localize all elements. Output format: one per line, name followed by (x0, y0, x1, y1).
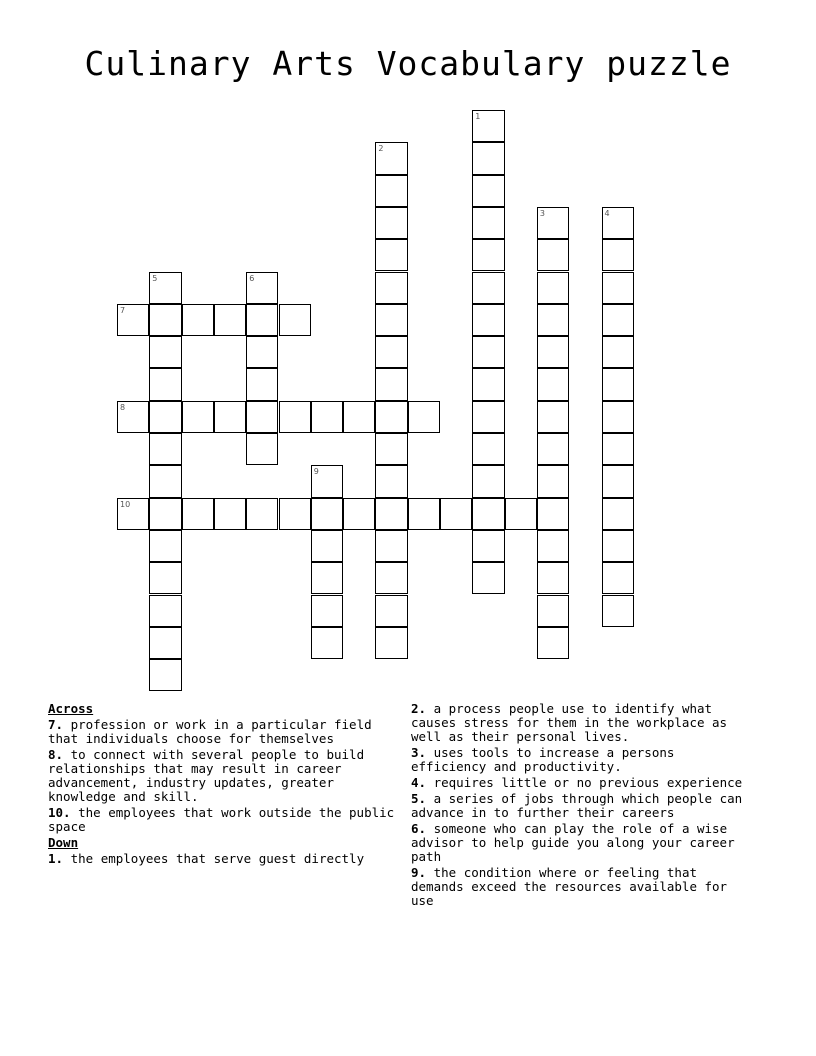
grid-cell[interactable] (472, 433, 504, 465)
grid-cell[interactable] (182, 304, 214, 336)
grid-cell[interactable] (472, 175, 504, 207)
grid-cell[interactable] (375, 272, 407, 304)
grid-cell[interactable] (602, 368, 634, 400)
grid-cell[interactable] (214, 498, 246, 530)
grid-cell[interactable] (375, 336, 407, 368)
cell-number: 3 (539, 208, 545, 218)
grid-cell[interactable] (149, 401, 181, 433)
grid-cell[interactable] (149, 304, 181, 336)
grid-cell[interactable] (537, 498, 569, 530)
grid-cell[interactable] (246, 368, 278, 400)
cell-number: 8 (120, 402, 126, 412)
grid-cell[interactable] (311, 498, 343, 530)
grid-cell[interactable] (537, 627, 569, 659)
grid-cell[interactable] (602, 401, 634, 433)
grid-cell[interactable] (375, 562, 407, 594)
grid-cell[interactable] (472, 110, 504, 142)
grid-cell[interactable] (408, 401, 440, 433)
grid-cell[interactable] (311, 595, 343, 627)
grid-cell[interactable] (149, 272, 181, 304)
grid-cell[interactable] (537, 433, 569, 465)
grid-cell[interactable] (375, 530, 407, 562)
grid-cell[interactable] (149, 498, 181, 530)
grid-cell[interactable] (537, 304, 569, 336)
grid-cell[interactable] (311, 627, 343, 659)
grid-cell[interactable] (375, 627, 407, 659)
puzzle-title: Culinary Arts Vocabulary puzzle (84, 44, 732, 83)
grid-cell[interactable] (537, 207, 569, 239)
grid-cell[interactable] (149, 530, 181, 562)
grid-cell[interactable] (537, 336, 569, 368)
clue-across-10: 10. the employees that work outside the public space (48, 805, 395, 834)
grid-cell[interactable] (537, 595, 569, 627)
grid-cell[interactable] (472, 368, 504, 400)
clue-down-3: 3. uses tools to increase a persons efficiency and productivity. (411, 745, 675, 774)
grid-cell[interactable] (149, 433, 181, 465)
grid-cell[interactable] (117, 304, 149, 336)
grid-cell[interactable] (472, 239, 504, 271)
grid-cell[interactable] (602, 465, 634, 497)
clue-down-9: 9. the condition where or feeling that demands exceed the resources available for use (411, 865, 728, 908)
grid-cell[interactable] (182, 498, 214, 530)
cell-number: 10 (120, 499, 131, 509)
grid-cell[interactable] (472, 465, 504, 497)
grid-cell[interactable] (279, 498, 311, 530)
grid-cell[interactable] (537, 401, 569, 433)
grid-cell[interactable] (117, 498, 149, 530)
grid-cell[interactable] (182, 401, 214, 433)
grid-cell[interactable] (537, 239, 569, 271)
grid-cell[interactable] (375, 207, 407, 239)
cell-number: 7 (120, 305, 126, 315)
grid-cell[interactable] (375, 142, 407, 174)
grid-cell[interactable] (246, 304, 278, 336)
grid-cell[interactable] (149, 368, 181, 400)
grid-cell[interactable] (472, 562, 504, 594)
grid-cell[interactable] (246, 498, 278, 530)
grid-cell[interactable] (537, 530, 569, 562)
grid-cell[interactable] (149, 627, 181, 659)
grid-cell[interactable] (602, 530, 634, 562)
grid-cell[interactable] (602, 498, 634, 530)
grid-cell[interactable] (602, 562, 634, 594)
grid-cell[interactable] (375, 368, 407, 400)
grid-cell[interactable] (375, 175, 407, 207)
across-heading: Across (48, 701, 94, 716)
clue-across-7: 7. profession or work in a particular field that individuals choose for themselves (48, 717, 372, 746)
grid-cell[interactable] (343, 498, 375, 530)
cell-number: 9 (313, 467, 319, 477)
grid-cell[interactable] (149, 562, 181, 594)
down-heading: Down (48, 835, 79, 850)
grid-cell[interactable] (602, 272, 634, 304)
clue-down-4: 4. requires little or no previous experience (411, 775, 743, 790)
grid-cell[interactable] (472, 272, 504, 304)
grid-cell[interactable] (214, 304, 246, 336)
grid-cell[interactable] (149, 595, 181, 627)
grid-cell[interactable] (149, 336, 181, 368)
cell-number: 5 (152, 273, 158, 283)
grid-cell[interactable] (537, 272, 569, 304)
grid-cell[interactable] (214, 401, 246, 433)
grid-cell[interactable] (375, 433, 407, 465)
grid-cell[interactable] (246, 433, 278, 465)
clue-across-8: 8. to connect with several people to build relationships that may result in career advancement, industry updates, greater knowledge and skill. (48, 747, 365, 804)
cell-number: 2 (378, 144, 384, 154)
cell-number: 4 (604, 208, 610, 218)
grid-cell[interactable] (279, 304, 311, 336)
grid-cell[interactable] (472, 336, 504, 368)
grid-cell[interactable] (472, 530, 504, 562)
grid-cell[interactable] (246, 401, 278, 433)
grid-cell[interactable] (375, 239, 407, 271)
grid-cell[interactable] (375, 401, 407, 433)
clue-down-6: 6. someone who can play the role of a wise advisor to help guide you along your career path (411, 821, 735, 864)
grid-cell[interactable] (537, 368, 569, 400)
grid-cell[interactable] (311, 401, 343, 433)
grid-cell[interactable] (375, 304, 407, 336)
grid-cell[interactable] (408, 498, 440, 530)
grid-cell[interactable] (311, 530, 343, 562)
grid-cell[interactable] (311, 465, 343, 497)
grid-cell[interactable] (472, 498, 504, 530)
grid-cell[interactable] (472, 304, 504, 336)
grid-cell[interactable] (311, 562, 343, 594)
grid-cell[interactable] (149, 465, 181, 497)
grid-cell[interactable] (602, 239, 634, 271)
grid-cell[interactable] (279, 401, 311, 433)
grid-cell[interactable] (602, 595, 634, 627)
grid-cell[interactable] (343, 401, 375, 433)
grid-cell[interactable] (440, 498, 472, 530)
cell-number: 6 (249, 273, 255, 283)
grid-cell[interactable] (602, 304, 634, 336)
grid-cell[interactable] (472, 142, 504, 174)
grid-cell[interactable] (375, 498, 407, 530)
grid-cell[interactable] (375, 595, 407, 627)
clue-down-2: 2. a process people use to identify what causes stress for them in the workplace as well as their personal lives. (411, 701, 728, 744)
cell-number: 1 (475, 112, 481, 121)
grid-cell[interactable] (472, 401, 504, 433)
grid-cell[interactable] (602, 433, 634, 465)
clues-right-column (411, 702, 756, 910)
clue-down-1: 1. the employees that serve guest directly (48, 851, 365, 866)
grid-cell[interactable] (537, 562, 569, 594)
grid-cell[interactable] (505, 498, 537, 530)
grid-cell[interactable] (602, 336, 634, 368)
grid-cell[interactable] (602, 207, 634, 239)
grid-cell[interactable] (537, 465, 569, 497)
grid-cell[interactable] (246, 336, 278, 368)
clues-left-column (48, 702, 398, 868)
clue-down-5: 5. a series of jobs through which people can advance in to further their careers (411, 791, 743, 820)
grid-cell[interactable] (375, 465, 407, 497)
grid-cell[interactable] (149, 659, 181, 691)
grid-cell[interactable] (246, 272, 278, 304)
grid-cell[interactable] (117, 401, 149, 433)
grid-cell[interactable] (472, 207, 504, 239)
